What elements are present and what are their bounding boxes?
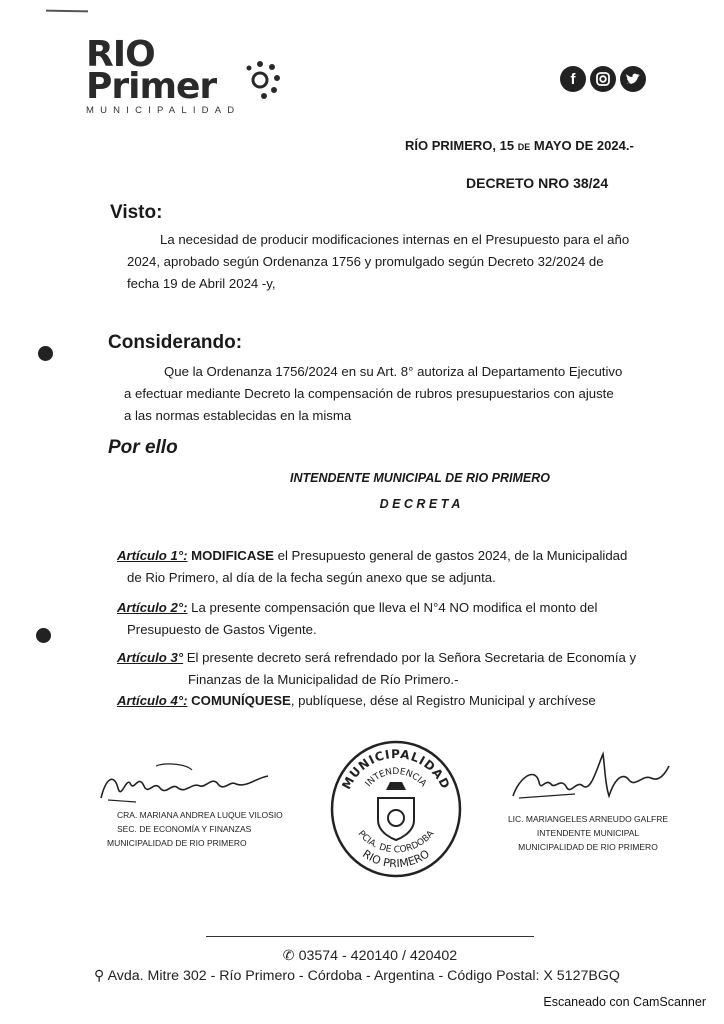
article-2-text: La presente compensación que lleva el N°4 NO modifica el monto del — [187, 600, 598, 615]
visto-line-2: 2024, aprobado según Ordenanza 1756 y promulgado según Decreto 32/2024 de — [127, 254, 604, 269]
left-signature-scribble — [96, 758, 276, 808]
footer-phone — [200, 948, 540, 964]
social-icons — [560, 66, 646, 92]
article-3 — [117, 647, 687, 691]
logo-line-1: RIO — [86, 34, 155, 75]
decreta-heading: D E C R E T A — [379, 497, 461, 511]
article-3-label: Artículo 3° — [117, 650, 184, 665]
article-1-bold: MODIFICASE — [191, 548, 274, 563]
scan-mark — [46, 10, 88, 13]
article-1-text: el Presupuesto general de gastos 2024, de la Municipalidad — [273, 548, 628, 563]
left-signer-org: MUNICIPALIDAD DE RIO PRIMERO — [107, 838, 247, 848]
footer-divider — [206, 936, 534, 937]
date-line — [405, 138, 634, 153]
footer-phone-text: 03574 - 420140 / 420402 — [298, 948, 458, 964]
date-place: RÍO PRIMERO, 15 — [405, 138, 515, 153]
seal-bottom-text: PCIA. DE CORDOBA — [355, 829, 437, 856]
location-pin-icon: ⚲ — [94, 968, 105, 984]
article-4-bold: COMUNÍQUESE — [191, 693, 291, 708]
considerando-line-2: a efectuar mediante Decreto la compensación de rubros presupuestarios con ajuste — [124, 386, 614, 401]
punch-hole — [36, 628, 51, 643]
por-ello: Por ello — [108, 437, 178, 458]
punch-hole — [38, 346, 53, 361]
article-3-text: El presente decreto será refrendado por la Señora Secretaria de Economía y — [183, 650, 637, 665]
facebook-icon: f — [560, 66, 586, 92]
right-signature-scribble — [505, 748, 675, 810]
seal-city-text: RIO PRIMERO — [360, 847, 432, 871]
article-1-line-2: de Rio Primero, al día de la fecha según anexo que se adjunta. — [127, 570, 496, 585]
visto-line-3: fecha 19 de Abril 2024 -y, — [127, 276, 276, 291]
right-signer-org: MUNICIPALIDAD DE RIO PRIMERO — [518, 842, 658, 852]
left-signer-name: CRA. MARIANA ANDREA LUQUE VILOSIO — [117, 810, 283, 820]
considerando-heading: Considerando: — [108, 332, 243, 353]
article-1-label: Artículo 1°: — [117, 548, 188, 563]
article-1 — [117, 545, 677, 589]
right-signer-name: LIC. MARIANGELES ARNEUDO GALFRE — [507, 814, 669, 824]
article-3-line-2: Finanzas de la Municipalidad de Río Primero.- — [188, 672, 459, 687]
sun-logo-icon — [244, 58, 288, 102]
instagram-icon — [590, 66, 616, 92]
left-signature-block — [107, 808, 283, 850]
date-rest: MAYO DE 2024.- — [533, 138, 634, 153]
municipality-logo — [86, 34, 241, 116]
right-signer-title: INTENDENTE MUNICIPAL — [536, 828, 640, 838]
considerando-body — [124, 361, 644, 427]
visto-body — [127, 229, 637, 295]
municipal-seal — [328, 738, 464, 880]
article-4 — [117, 690, 677, 712]
seal-top-text: MUNICIPALIDAD — [339, 746, 453, 792]
visto-line-1: La necesidad de producir modificaciones internas en el Presupuesto para el año — [160, 232, 630, 247]
article-2 — [117, 597, 677, 641]
logo-line-2: Primer — [86, 66, 217, 107]
article-2-label: Artículo 2°: — [117, 600, 188, 615]
footer-address-text: Avda. Mitre 302 - Río Primero - Córdoba - Argentina - Código Postal: X 5127BGQ — [107, 968, 620, 984]
considerando-line-1: Que la Ordenanza 1756/2024 en su Art. 8° autoriza al Departamento Ejecutivo — [164, 364, 623, 379]
left-signer-title: SEC. DE ECONOMÍA Y FINANZAS — [117, 824, 252, 834]
visto-heading: Visto: — [110, 202, 163, 223]
logo-line-3: MUNICIPALIDAD — [86, 105, 241, 116]
footer-address — [94, 968, 620, 984]
article-2-line-2: Presupuesto de Gastos Vigente. — [127, 622, 317, 637]
considerando-line-3: a las normas establecidas en la misma — [124, 408, 352, 423]
decree-number: DECRETO NRO 38/24 — [466, 175, 609, 191]
phone-icon: ✆ — [282, 948, 295, 964]
twitter-icon — [620, 66, 646, 92]
date-de: DE — [517, 142, 531, 152]
article-4-text: , publíquese, dése al Registro Municipal y archívese — [290, 693, 596, 708]
scanner-watermark: Escaneado con CamScanner — [543, 995, 706, 1009]
seal-inner-text: INTENDENCIA — [363, 766, 429, 790]
intendente-heading: INTENDENTE MUNICIPAL DE RIO PRIMERO — [290, 471, 550, 485]
right-signature-block — [488, 812, 688, 854]
article-4-label: Artículo 4°: — [117, 693, 188, 708]
